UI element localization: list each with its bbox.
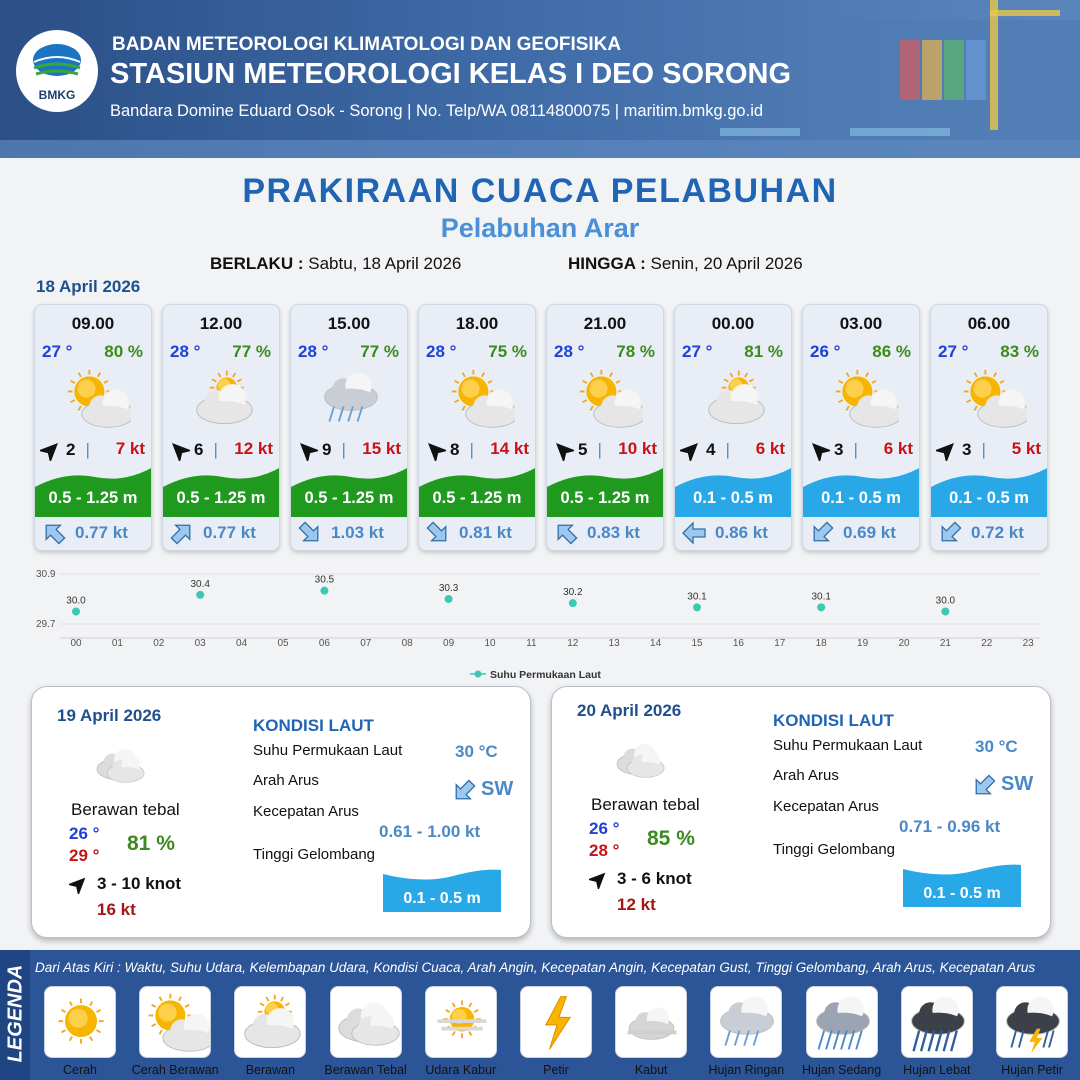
- cerah-berawan-icon: [142, 991, 210, 1055]
- separator: |: [341, 440, 346, 459]
- legend-item: [806, 986, 878, 1058]
- cerah-icon: [47, 991, 115, 1055]
- humidity: 81 %: [744, 342, 783, 361]
- current-direction-icon: [425, 520, 451, 546]
- legend-label: Suhu Permukaan Laut: [490, 669, 601, 681]
- gust-speed: 12 kt: [234, 439, 273, 458]
- air-temperature: 27 °: [682, 342, 713, 361]
- current-speed: 0.83 kt: [587, 523, 640, 542]
- data-label: 30.3: [438, 583, 459, 594]
- humidity: 75 %: [488, 342, 527, 361]
- wind-speed: 5: [578, 440, 588, 459]
- forecast-card: [546, 304, 664, 551]
- wind: [552, 439, 606, 461]
- min-temperature: 26 °: [69, 824, 100, 843]
- header-banner: [0, 0, 1080, 158]
- current-direction-icon: [41, 520, 67, 546]
- wind-direction-icon: [69, 874, 89, 894]
- legend-item-label: Berawan: [245, 1063, 296, 1077]
- x-tick-label: 16: [732, 638, 744, 649]
- gust-speed: 5 kt: [1011, 439, 1041, 458]
- wind-speed: 8: [450, 440, 460, 459]
- forecast-card: [930, 304, 1048, 551]
- wind-direction-icon: [296, 439, 318, 461]
- legend-description: Dari Atas Kiri : Waktu, Suhu Udara, Kelembapan Udara, Kondisi Cuaca, Arah Angin, Kecepatan Angin, Kecepatan Gust, Tinggi Gelombang, Arah Arus, Kecepatan Arus: [35, 960, 1036, 975]
- air-temperature: 28 °: [298, 342, 329, 361]
- wave-height-value: 0.1 - 0.5 m: [403, 890, 481, 907]
- humidity: 83 %: [1000, 342, 1039, 361]
- wind-range-value: 3 - 6 knot: [617, 869, 692, 888]
- summary-date: 20 April 2026: [577, 701, 682, 720]
- air-temperature: 28 °: [170, 342, 201, 361]
- weather-condition: Berawan tebal: [591, 795, 700, 814]
- x-tick-label: 15: [691, 638, 703, 649]
- sst-label: Suhu Permukaan Laut: [773, 737, 923, 754]
- wind: [808, 439, 862, 461]
- current-speed: 0.81 kt: [459, 523, 512, 542]
- data-point: [817, 603, 825, 611]
- wave-height-value: 0.1 - 0.5 m: [923, 885, 1001, 902]
- wave-height: 0.5 - 1.25 m: [176, 489, 266, 507]
- separator: |: [469, 440, 474, 459]
- wave-height-label: Tinggi Gelombang: [773, 841, 896, 858]
- forecast-time: 12.00: [199, 314, 243, 333]
- wind-direction-icon: [168, 439, 190, 461]
- port-name: Pelabuhan Arar: [440, 213, 640, 243]
- hujan-lebat-icon: [904, 991, 972, 1055]
- x-tick-label: 02: [153, 638, 165, 649]
- current-speed: 0.86 kt: [715, 523, 768, 542]
- current-direction-value: SW: [1001, 773, 1034, 795]
- legend-item-label: Berawan Tebal: [324, 1063, 407, 1077]
- wind-range-value: 3 - 10 knot: [97, 874, 182, 893]
- wind-speed: 4: [706, 440, 716, 459]
- wave-height: 0.5 - 1.25 m: [560, 489, 650, 507]
- humidity: 77 %: [360, 342, 399, 361]
- separator: |: [597, 440, 602, 459]
- wind: [40, 439, 94, 461]
- separator: |: [853, 440, 858, 459]
- agency-name: BADAN METEOROLOGI KLIMATOLOGI DAN GEOFISIKA: [112, 34, 622, 55]
- forecast-card: [802, 304, 920, 551]
- data-point: [693, 603, 701, 611]
- wind-range: [69, 874, 181, 894]
- current-direction-icon: [937, 520, 963, 546]
- air-temperature: 27 °: [42, 342, 73, 361]
- berawan-icon: [187, 367, 259, 431]
- wave-height: 0.5 - 1.25 m: [304, 489, 394, 507]
- current-direction-icon: [297, 520, 323, 546]
- legend-item-label: Hujan Ringan: [708, 1063, 785, 1077]
- gust-speed: 6 kt: [883, 439, 913, 458]
- forecast-time: 03.00: [839, 314, 883, 333]
- separator: |: [725, 440, 730, 459]
- x-tick-label: 19: [857, 638, 869, 649]
- separator: |: [981, 440, 986, 459]
- hujan-ringan-icon: [713, 991, 781, 1055]
- wind: [424, 439, 478, 461]
- petir-icon: [523, 991, 591, 1055]
- wave-height: 0.5 - 1.25 m: [48, 489, 138, 507]
- wind-direction-icon: [680, 439, 702, 461]
- legend-side: [0, 950, 30, 1080]
- validity-to: [568, 254, 803, 274]
- x-tick-label: 18: [815, 638, 827, 649]
- current: [681, 520, 768, 546]
- x-tick-label: 00: [70, 638, 82, 649]
- humidity: 77 %: [232, 342, 271, 361]
- forecast-card: [290, 304, 408, 551]
- x-tick-label: 08: [401, 638, 413, 649]
- current-direction-label: Arah Arus: [253, 772, 319, 789]
- forecast-card: [418, 304, 536, 551]
- humidity: 86 %: [872, 342, 911, 361]
- wind-speed: 3: [834, 440, 844, 459]
- sst-value: 30 °C: [975, 737, 1018, 756]
- current-direction-icon: [553, 520, 579, 546]
- current-speed-label: Kecepatan Arus: [773, 798, 879, 815]
- berawan-tebal-icon: [333, 991, 401, 1055]
- y-tick-label: 29.7: [36, 619, 56, 630]
- weather-condition: Berawan tebal: [71, 800, 180, 819]
- current-direction-icon: [169, 520, 195, 546]
- current-speed: 0.77 kt: [203, 523, 256, 542]
- wave-height: 0.1 - 0.5 m: [693, 489, 773, 507]
- y-tick-label: 30.9: [36, 569, 56, 580]
- cerah-berawan-icon: [571, 367, 643, 431]
- current: [41, 520, 128, 546]
- data-point: [196, 591, 204, 599]
- berawan-tebal-icon: [89, 740, 149, 790]
- gust-speed: 7 kt: [115, 439, 145, 458]
- forecast-time: 18.00: [455, 314, 499, 333]
- sst-value: 30 °C: [455, 742, 498, 761]
- x-tick-label: 09: [443, 638, 455, 649]
- legend-item-label: Udara Kabur: [425, 1063, 497, 1077]
- air-temperature: 28 °: [554, 342, 585, 361]
- current-speed-label: Kecepatan Arus: [253, 803, 359, 820]
- x-tick-label: 17: [774, 638, 786, 649]
- gust-speed: 10 kt: [618, 439, 657, 458]
- current-direction-icon: [809, 520, 835, 546]
- legend-item: [234, 986, 306, 1058]
- wind-direction-icon: [552, 439, 574, 461]
- page-title: PRAKIRAAN CUACA PELABUHAN: [242, 172, 838, 210]
- x-tick-label: 03: [194, 638, 206, 649]
- separator: |: [213, 440, 218, 459]
- data-point: [320, 587, 328, 595]
- x-tick-label: 05: [277, 638, 289, 649]
- current-direction-value: SW: [481, 778, 514, 800]
- wind-direction-icon: [589, 869, 609, 889]
- x-tick-label: 01: [111, 638, 123, 649]
- day1-date: 18 April 2026: [36, 277, 141, 296]
- air-temperature: 26 °: [810, 342, 841, 361]
- wind-direction-icon: [424, 439, 446, 461]
- current-speed-value: 0.61 - 1.00 kt: [379, 822, 481, 841]
- wind-speed: 9: [322, 440, 332, 459]
- wind: [936, 439, 990, 461]
- humidity: 78 %: [616, 342, 655, 361]
- data-label: 30.4: [190, 578, 210, 590]
- humidity: 81 %: [127, 832, 175, 855]
- data-label: 30.1: [687, 591, 707, 603]
- sea-condition-heading: KONDISI LAUT: [773, 711, 894, 730]
- forecast-card: [162, 304, 280, 551]
- data-point: [72, 608, 80, 616]
- current-speed: 1.03 kt: [331, 523, 384, 542]
- current: [169, 520, 256, 546]
- legend-item: [330, 986, 402, 1058]
- hujan-petir-icon: [999, 991, 1067, 1055]
- legend-side-label: LEGENDA: [4, 964, 27, 1063]
- x-tick-label: 12: [567, 638, 579, 649]
- x-tick-label: 20: [898, 638, 910, 649]
- x-tick-label: 23: [1022, 638, 1034, 649]
- x-tick-label: 11: [526, 638, 537, 649]
- gust-speed: 6 kt: [755, 439, 785, 458]
- validity-from-label: BERLAKU :: [210, 254, 304, 273]
- current: [937, 520, 1024, 546]
- validity-from: [210, 254, 461, 274]
- wind-speed: 6: [194, 440, 204, 459]
- forecast-time: 21.00: [583, 314, 627, 333]
- forecast-card: [34, 304, 152, 551]
- forecast-time: 00.00: [711, 314, 755, 333]
- legend-item-label: Hujan Lebat: [903, 1063, 971, 1077]
- current: [425, 520, 512, 546]
- min-temperature: 26 °: [589, 819, 620, 838]
- wave-height: 0.5 - 1.25 m: [432, 489, 522, 507]
- legend-item-label: Cerah Berawan: [131, 1063, 219, 1077]
- wind-direction-icon: [808, 439, 830, 461]
- legend-item-label: Kabut: [634, 1063, 668, 1077]
- sst-label: Suhu Permukaan Laut: [253, 742, 403, 759]
- hujan-ringan-icon: [315, 367, 387, 431]
- validity-to-value: Senin, 20 April 2026: [650, 254, 803, 273]
- data-label: 30.0: [66, 595, 86, 607]
- data-point: [445, 595, 453, 603]
- udara-kabur-icon: [428, 991, 496, 1055]
- wind-speed: 2: [66, 440, 76, 459]
- forecast-time: 15.00: [327, 314, 371, 333]
- gust-speed: 14 kt: [490, 439, 529, 458]
- current-direction-icon: [451, 778, 477, 804]
- x-tick-label: 13: [608, 638, 620, 649]
- bmkg-logo: [16, 30, 98, 112]
- data-point: [941, 608, 949, 616]
- station-contact: Bandara Domine Eduard Osok - Sorong | No. Telp/WA 08114800075 | maritim.bmkg.go.id: [110, 102, 764, 120]
- air-temperature: 27 °: [938, 342, 969, 361]
- forecast-card: [674, 304, 792, 551]
- legend-item-label: Hujan Petir: [1001, 1063, 1063, 1077]
- humidity: 80 %: [104, 342, 143, 361]
- data-label: 30.1: [811, 591, 831, 603]
- wind-speed: 3: [962, 440, 972, 459]
- cerah-berawan-icon: [59, 367, 131, 431]
- current-direction-label: Arah Arus: [773, 767, 839, 784]
- wind: [296, 439, 350, 461]
- station-name: STASIUN METEOROLOGI KELAS I DEO SORONG: [110, 58, 792, 90]
- current-speed: 0.69 kt: [843, 523, 896, 542]
- cerah-berawan-icon: [955, 367, 1027, 431]
- forecast-time: 06.00: [967, 314, 1011, 333]
- wave-height: 0.1 - 0.5 m: [949, 489, 1029, 507]
- separator: |: [85, 440, 90, 459]
- berawan-tebal-icon: [609, 735, 669, 785]
- summary-date: 19 April 2026: [57, 706, 162, 725]
- berawan-icon: [699, 367, 771, 431]
- x-tick-label: 04: [236, 638, 248, 649]
- data-point: [569, 599, 577, 607]
- validity-to-label: HINGGA :: [568, 254, 646, 273]
- legend-item: [139, 986, 211, 1058]
- wave-height-label: Tinggi Gelombang: [253, 846, 376, 863]
- hujan-sedang-icon: [809, 991, 877, 1055]
- current-speed-value: 0.71 - 0.96 kt: [899, 817, 1001, 836]
- sea-condition-heading: KONDISI LAUT: [253, 716, 374, 735]
- legend-item: [710, 986, 782, 1058]
- wind-direction-icon: [40, 439, 62, 461]
- current-speed: 0.77 kt: [75, 523, 128, 542]
- x-tick-label: 10: [484, 638, 496, 649]
- data-label: 30.0: [935, 595, 956, 607]
- humidity: 85 %: [647, 827, 695, 850]
- current: [809, 520, 896, 546]
- legend-item: [996, 986, 1068, 1058]
- legend-item: [615, 986, 687, 1058]
- legend-item-label: Hujan Sedang: [801, 1063, 882, 1077]
- x-tick-label: 06: [318, 638, 330, 649]
- x-tick-label: 14: [650, 638, 662, 649]
- data-label: 30.5: [314, 574, 335, 586]
- x-tick-label: 22: [981, 638, 993, 649]
- sea-surface-temp-chart: [30, 562, 1050, 682]
- legend-item-label: Petir: [543, 1063, 569, 1077]
- legend-item: [44, 986, 116, 1058]
- current: [553, 520, 640, 546]
- current-direction-icon: [681, 520, 707, 546]
- max-temperature: 29 °: [69, 846, 100, 865]
- kabut-icon: [618, 991, 686, 1055]
- x-tick-label: 21: [939, 638, 951, 649]
- legend-item-label: Cerah: [62, 1063, 98, 1077]
- air-temperature: 28 °: [426, 342, 457, 361]
- cerah-berawan-icon: [443, 367, 515, 431]
- wind-range: [589, 869, 692, 889]
- legend-item: [901, 986, 973, 1058]
- berawan-icon: [237, 991, 305, 1055]
- legend-marker: [475, 671, 482, 678]
- current-direction-icon: [971, 773, 997, 799]
- current: [297, 520, 384, 546]
- wind: [168, 439, 222, 461]
- gust-speed: 15 kt: [362, 439, 401, 458]
- wind: [680, 439, 734, 461]
- legend-item: [425, 986, 497, 1058]
- wave-height: 0.1 - 0.5 m: [821, 489, 901, 507]
- forecast-time: 09.00: [71, 314, 115, 333]
- current-speed: 0.72 kt: [971, 523, 1024, 542]
- logo-text: BMKG: [38, 88, 76, 102]
- wind-direction-icon: [936, 439, 958, 461]
- legend-item: [520, 986, 592, 1058]
- validity-from-value: Sabtu, 18 April 2026: [308, 254, 462, 273]
- gust-speed: 16 kt: [97, 900, 136, 919]
- max-temperature: 28 °: [589, 841, 620, 860]
- gust-speed: 12 kt: [617, 895, 656, 914]
- x-tick-label: 07: [360, 638, 372, 649]
- cerah-berawan-icon: [827, 367, 899, 431]
- data-label: 30.2: [563, 587, 583, 599]
